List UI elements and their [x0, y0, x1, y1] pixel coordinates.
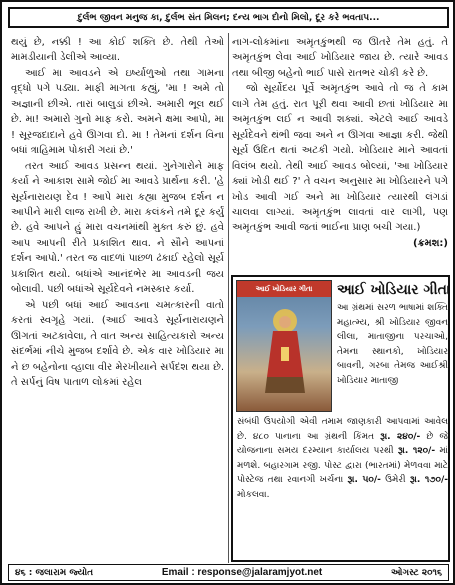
- book-cover-image: [236, 280, 332, 412]
- right-paragraph-2: [232, 81, 448, 249]
- footer-bar: [8, 564, 449, 581]
- left-paragraph-4: એ પછી બધાં આઈ આવડના ચમત્કારની વાતો કરતાં સ્વગૃહે ગયાં. (આઈ આવડે સૂર્યનારાયણને ઊગતાં અટકાવેલા, તે વાત અન્ય સાહિત્યકારો અન્ય સંદર્ભમાં નીચે મુજબ દર્શાવે છે. એક વાર ખોડિયાર મા ને છ બહેનોના વ્હાલા વીર મેરખીયાને સર્પદંશ થયા છે. તે સર્પનું વિષ પાતાળ લોકમાં રહેલ: [11, 299, 224, 388]
- total-price: રૂા. ૧૭૦/-: [409, 475, 448, 486]
- header-banner-text: દુર્લભ જીવન મનુજ કા, દુર્લભ સંત મિલન; દન્ય ભાગ દોનો મિલો, દૂર કરે ભવતાપ...: [77, 12, 380, 23]
- header-banner: [8, 7, 449, 28]
- postage-price: રૂા. ૫૦/-: [347, 475, 381, 486]
- end-text: મોકલવા.: [237, 489, 270, 500]
- left-paragraph-1: થયું છે, નક્કી ! આ કોઈ શક્તિ છે. તેથી તેઓ મામડીયાની ડેલીએ આવ્યા.: [11, 37, 224, 64]
- delivery-text: માં મળશે. બહારગામ રજી. પોસ્ટ દ્વારા (ભારતમાં) મેળવવા માટે પોસ્ટેજ તથા રવાનગી ખર્ચના: [237, 446, 448, 486]
- book-cover-label: આઈ ખોડિયાર ગીતા: [237, 281, 331, 297]
- price-mrp: રૂા. ૨૪૦/-: [380, 431, 421, 442]
- book-details: [237, 415, 448, 503]
- email-label: Email : response@jalaramjyot.net: [161, 567, 323, 578]
- book-description: આ ગ્રંથમાં સરળ ભાષામાં શક્તિ મહાત્મ્ય, શ્રી ખોડિયાર જીવન લીલા, માતાજીના પરચાઓ, તેમના સ્થાનકો, ખોડિયાર બાવની, ગરબા તેમજ આઈશ્રી ખોડિયાર માતાજી: [337, 303, 448, 386]
- right-column: [232, 35, 448, 271]
- left-paragraph-2: આઈ મા આવડને એ ઇર્ષ્યાળુઓ તથા ગામના વૃદ્ધો પગે પડ્યા. માફી માગતા કહ્યું, 'મા ! અમે તો અજ્ઞાની છીએ. તારાં બાલુડાં છીએ. અમારી ભૂલ થઈ છે. મા! અમારો ગુનો માફ કરો. અમને ક્ષમા આપો, મા ! સૂરજદાદાને હવે ઊગવા દો. મા ! તેમનાં દર્શન વિના બધાં ત્રાહિમામ પોકારી ગયાં છે.': [11, 67, 224, 157]
- book-details-text: સંબંધી ઉપયોગી એવી તમામ જાણકારી આપવામાં આવેલ છે. ૪૮૦ પાનાના આ ગ્રંથની કિંમત: [237, 417, 448, 442]
- issue-date: ઓગસ્ટ ૨૦૧૬: [391, 567, 442, 578]
- page-label: ૪૬ : જલારામ જ્યોત: [15, 567, 94, 578]
- book-advertisement: [231, 275, 450, 562]
- book-title: આઈ ખોડિયાર ગીતા: [337, 282, 451, 298]
- left-paragraph-3: તરત આઈ આવડ પ્રસન્ન થયાં. ગુનેગારોને માફ કર્યા ને આકાશ સામે જોઈ મા આવડે પ્રાર્થના કરી. 'હે સૂર્યનારાયણ દેવ ! આપે મારા કહ્યા મુજબ દર્શન ન આપીને મારી લાજ રાખી છે. મારા કલંકને તમે દૂર કર્યું છે. હવે આપને હું મારા વચનમાંથી મુક્ત કરું છું. હવે આપ આપની રીતે પ્રકાશિત થાવ. ને સૌને આપનાં દર્શન આપો.' તરત જ વાદળાં પાછળ ઢંકાઈ રહેલો સૂર્ય પ્રકાશિત થયો. બધાંએ આનંદભેર મા આવડની જય બોલાવી. પછી બધાંએ સૂર્યદેવને નમસ્કાર કર્યા.: [11, 160, 224, 296]
- left-column: [11, 35, 224, 560]
- price-offer: રૂા. ૧૨૦/-: [397, 446, 436, 457]
- right-paragraph-1: નાગ-લોકમાંના અમૃતકુંભથી જ ઊતરે તેમ હતું. તે અમૃતકુંભ લેવા આઈ ખોડિયાર જાય છે. ત્યારે આવડ તથા બીજી બહેનો ભાઈ પાસે રાતભર ચોકી કરે છે.: [232, 37, 448, 79]
- offer-text: છે જે યોજનાના સમય દરમ્યાન કાર્યાલય પરથી: [237, 431, 448, 457]
- column-divider: [228, 33, 229, 563]
- continued-label: (ક્રમશ:): [413, 237, 448, 249]
- right-paragraph-2-text: જો સૂર્યોદય પૂર્વે અમૃતકુંભ આવે તો જ તે કામ લાગે તેમ હતું. રાત પૂરી થવા આવી છતાં ખોડિયાર મા અમૃતકુંભ લઈ ન આવી શક્યાં. એટલે આઈ આવડે સૂર્યદેવને થંભી જવા અને ન ઊગવા આજ્ઞા કરી. જેથી સૂર્ય ઉદિત થતાં અટકી ગયો. ખોડિયાર માને આવતાં વિલંબ થયો. તેથી આઈ આવડ બોલ્યાં, 'આ ખોડિયાર ક્યાં ખોડી થઈ ?' તે વચન અનુસાર મા ખોડિયારને પગે ખોડ આવી ગઈ અને મા ખોડિયાર ત્યારથી લંગડાં ચાલવા લાગ્યાં. અમૃતકુંભ લાવતાં વાર લાગી, પણ અમૃતકુંભ આવી જતાં ભાઈના પ્રાણ બચી ગયા.): [232, 83, 448, 234]
- goddess-icon: [261, 307, 309, 397]
- add-text: ઉમેરી: [385, 475, 406, 486]
